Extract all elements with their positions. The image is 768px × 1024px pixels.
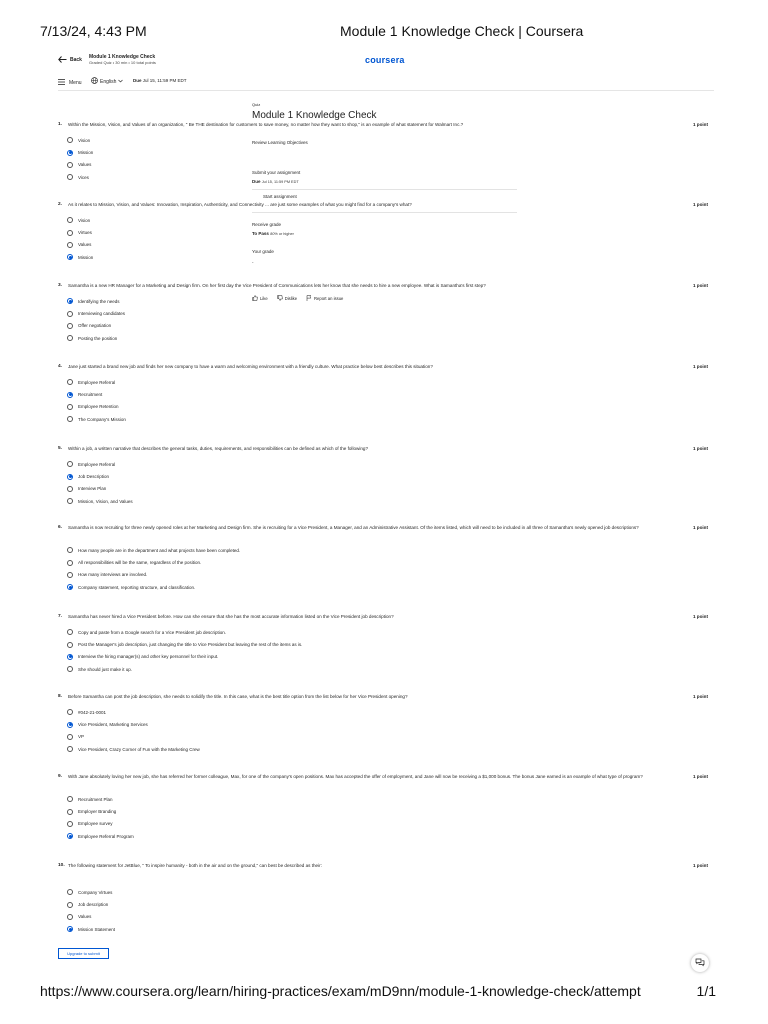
chevron-down-icon xyxy=(118,79,123,85)
option-label: How many people are in the department and what projects have been completed. xyxy=(78,547,241,553)
option-label: Job Description xyxy=(78,474,110,480)
radio-button[interactable] xyxy=(67,926,73,932)
question-number: 3. xyxy=(58,283,63,288)
question-text: With Jane absolutely loving her new job, she has referred her former colleague, Max, for one of the company's open positions. Max has accepted the offer of employment, and Jane will now be receiving a $1,000 bonus. The bonus Jane earned is an example of what type of program? xyxy=(68,774,643,779)
question-text: Within the Mission, Vision, and Values of an organization, " Be THE destination for customers to save money, no matter how they want to shop," is an example of what statement for Walmart Inc.? xyxy=(68,122,464,127)
option-label: Employee Referral xyxy=(78,461,116,467)
radio-button[interactable] xyxy=(67,572,73,578)
breadcrumb xyxy=(89,54,156,66)
to-pass xyxy=(252,231,517,236)
radio-button[interactable] xyxy=(67,254,73,260)
question-number: 4. xyxy=(58,364,63,369)
radio-button[interactable] xyxy=(67,392,73,398)
option-label: Employee survey xyxy=(78,821,113,827)
breadcrumb-title: Module 1 Knowledge Check xyxy=(89,54,156,60)
question-points: 1 point xyxy=(692,694,708,699)
answer-options xyxy=(67,626,302,676)
side-divider xyxy=(252,189,517,190)
review-objectives-link[interactable]: Review Learning Objectives xyxy=(252,140,308,145)
option-label: Values xyxy=(78,162,92,168)
answer-option[interactable] xyxy=(67,581,240,593)
grade-value: - xyxy=(252,260,254,265)
radio-button[interactable] xyxy=(67,498,73,504)
option-label: Company Virtues xyxy=(78,889,113,895)
answer-options xyxy=(67,706,200,756)
answer-option[interactable] xyxy=(67,495,133,507)
radio-button[interactable] xyxy=(67,902,73,908)
option-label: Employer Branding xyxy=(78,809,117,815)
question-text: Samantha has never hired a Vice President before. How can she ensure that she has the most accurate information listed on the Vice President job description? xyxy=(68,614,394,619)
option-label: Values xyxy=(78,242,92,248)
question-number: 7. xyxy=(58,614,63,619)
option-label: #042-21-0001 xyxy=(78,709,107,715)
breadcrumb-subtitle: Graded Quiz • 30 min • 10 total points xyxy=(89,60,156,65)
option-label: Employee Referral Program xyxy=(78,833,134,839)
thumbs-down-icon xyxy=(277,295,283,302)
globe-icon xyxy=(91,77,98,86)
radio-button[interactable] xyxy=(67,335,73,341)
radio-button[interactable] xyxy=(67,547,73,553)
due-label: Due xyxy=(133,78,142,83)
answer-option[interactable] xyxy=(67,146,93,158)
answer-option[interactable] xyxy=(67,886,115,898)
due-date xyxy=(133,78,186,83)
answer-option[interactable] xyxy=(67,544,240,556)
radio-button[interactable] xyxy=(67,709,73,715)
back-button[interactable] xyxy=(58,56,82,63)
answer-option[interactable] xyxy=(67,569,240,581)
answer-option[interactable] xyxy=(67,307,125,319)
question-text: Before Samantha can post the job description, she needs to solidify the title. In this case, what is the best title option from the list below for her Vice President opening? xyxy=(68,694,408,699)
menu-bar xyxy=(58,76,714,91)
radio-button[interactable] xyxy=(67,796,73,802)
option-label: VP xyxy=(78,734,85,740)
answer-option[interactable] xyxy=(67,805,134,817)
chat-icon xyxy=(695,954,705,972)
radio-button[interactable] xyxy=(67,629,73,635)
radio-button[interactable] xyxy=(67,889,73,895)
option-label: Mission, Vision, and Values xyxy=(78,498,133,504)
radio-button[interactable] xyxy=(67,486,73,492)
radio-button[interactable] xyxy=(67,734,73,740)
side-due-value: Jul 15, 11:59 PM EDT xyxy=(261,180,299,184)
answer-option[interactable] xyxy=(67,483,133,495)
option-label: Interviewing candidates xyxy=(78,311,126,317)
answer-option[interactable] xyxy=(67,332,125,344)
question-number: 1. xyxy=(58,122,63,127)
option-label: Vice President, Marketing Services xyxy=(78,722,148,728)
radio-button[interactable] xyxy=(67,150,73,156)
answer-option[interactable] xyxy=(67,718,200,730)
answer-options xyxy=(67,793,134,843)
radio-button[interactable] xyxy=(67,833,73,839)
answer-option[interactable] xyxy=(67,793,134,805)
option-label: Vice President, Crazy Corner of Fun with the Marketing Crew xyxy=(78,746,200,752)
back-label: Back xyxy=(70,56,82,63)
answer-option[interactable] xyxy=(67,388,126,400)
flag-icon xyxy=(306,295,312,302)
radio-button[interactable] xyxy=(67,474,73,480)
answer-option[interactable] xyxy=(67,911,115,923)
option-label: How many interviews are involved. xyxy=(78,572,148,578)
your-grade-heading: Your grade xyxy=(252,249,274,254)
radio-button[interactable] xyxy=(67,217,73,223)
answer-options xyxy=(67,544,240,594)
question-points: 1 point xyxy=(692,774,708,779)
option-label: Interview the hiring manager(s) and other key personnel for their input. xyxy=(78,654,219,660)
answer-option[interactable] xyxy=(67,320,125,332)
radio-button[interactable] xyxy=(67,298,73,304)
answer-option[interactable] xyxy=(67,898,115,910)
side-due xyxy=(252,179,517,184)
radio-button[interactable] xyxy=(67,642,73,648)
option-label: Vices xyxy=(78,174,89,180)
top-bar xyxy=(58,54,714,70)
print-datetime: 7/13/24, 4:43 PM xyxy=(40,23,147,39)
answer-option[interactable] xyxy=(67,413,126,425)
answer-option[interactable] xyxy=(67,458,133,470)
option-label: Copy and paste from a Google search for a Vice President job description. xyxy=(78,629,226,635)
start-assignment-button[interactable]: Start assignment xyxy=(263,194,297,199)
option-label: Mission xyxy=(78,150,94,156)
answer-option[interactable] xyxy=(67,226,93,238)
question-text: Samantha is now recruiting for three newly opened roles at her Marketing and Design firm. She is recruiting for a Vice President, a Manager, and an Administrative Assistant. Of the items listed, which will need to be included in all three of Samantha's newly opened job descriptions? xyxy=(68,525,639,530)
question-text: Jane just started a brand new job and finds her new company to have a warm and welcoming environment with a friendly culture. What practice below best describes this situation? xyxy=(68,364,433,369)
option-label: Job description xyxy=(78,902,109,908)
coursera-logo[interactable]: coursera xyxy=(365,55,405,65)
upgrade-to-submit-button[interactable]: Upgrade to submit xyxy=(58,948,109,959)
answer-options xyxy=(67,458,133,508)
option-label: Identifying the needs xyxy=(78,298,120,304)
question-number: 10. xyxy=(58,863,65,868)
menu-button[interactable] xyxy=(58,79,82,87)
answer-option[interactable] xyxy=(67,214,93,226)
print-footer xyxy=(40,983,728,1003)
like-label: Like xyxy=(260,296,268,301)
answer-option[interactable] xyxy=(67,651,302,663)
radio-button[interactable] xyxy=(67,323,73,329)
chat-button[interactable] xyxy=(691,954,709,972)
radio-button[interactable] xyxy=(67,174,73,180)
due-value: Jul 15, 11:59 PM EDT xyxy=(142,78,187,83)
option-label: Offer negotiation xyxy=(78,323,112,329)
menu-label: Menu xyxy=(69,80,82,86)
radio-button[interactable] xyxy=(67,404,73,410)
thumbs-up-icon xyxy=(252,295,258,302)
print-page-title: Module 1 Knowledge Check | Coursera xyxy=(340,23,584,39)
answer-option[interactable] xyxy=(67,830,134,842)
answer-options xyxy=(67,295,125,345)
option-label: She should just make it up. xyxy=(78,666,133,672)
side-divider-2 xyxy=(252,212,517,213)
answer-option[interactable] xyxy=(67,706,200,718)
radio-button[interactable] xyxy=(67,746,73,752)
question-points: 1 point xyxy=(692,283,708,288)
question-points: 1 point xyxy=(692,525,708,530)
radio-button[interactable] xyxy=(67,584,73,590)
to-pass-value: 80% or higher xyxy=(270,232,294,236)
radio-button[interactable] xyxy=(67,821,73,827)
radio-button[interactable] xyxy=(67,914,73,920)
option-label: Vision xyxy=(78,137,91,143)
answer-option[interactable] xyxy=(67,295,125,307)
answer-option[interactable] xyxy=(67,638,302,650)
option-label: Posting the position xyxy=(78,335,118,341)
option-label: Employee Retention xyxy=(78,404,119,410)
submit-heading: Submit your assignment xyxy=(252,170,301,175)
language-label: English xyxy=(100,78,117,85)
answer-option[interactable] xyxy=(67,171,93,183)
radio-button[interactable] xyxy=(67,162,73,168)
option-label: Values xyxy=(78,914,92,920)
radio-button[interactable] xyxy=(67,461,73,467)
report-issue-label: Report an issue xyxy=(314,296,344,301)
radio-button[interactable] xyxy=(67,137,73,143)
question-points: 1 point xyxy=(692,122,708,127)
question-points: 1 point xyxy=(692,202,708,207)
option-label: Virtues xyxy=(78,230,92,236)
radio-button[interactable] xyxy=(67,809,73,815)
answer-option[interactable] xyxy=(67,470,133,482)
answer-option[interactable] xyxy=(67,251,93,263)
report-issue-button[interactable] xyxy=(306,295,343,302)
print-url: https://www.coursera.org/learn/hiring-practices/exam/mD9nn/module-1-knowledge-check/attempt xyxy=(40,983,641,999)
question-number: 6. xyxy=(58,525,63,530)
print-page-number: 1/1 xyxy=(696,983,716,999)
answer-option[interactable] xyxy=(67,923,115,935)
quiz-label: Quiz xyxy=(252,102,261,107)
hamburger-icon xyxy=(58,79,65,87)
answer-option[interactable] xyxy=(67,818,134,830)
answer-option[interactable] xyxy=(67,239,93,251)
answer-option[interactable] xyxy=(67,556,240,568)
dislike-label: Dislike xyxy=(284,296,298,301)
answer-option[interactable] xyxy=(67,134,93,146)
question-points: 1 point xyxy=(692,364,708,369)
answer-option[interactable] xyxy=(67,743,200,755)
question-points: 1 point xyxy=(692,446,708,451)
radio-button[interactable] xyxy=(67,654,73,660)
question-text: Samantha is a new HR Manager for a Marketing and Design firm. On her first day the Vice President of Communications lets her know that she needs to hire a new employee. What is Samantha's first step? xyxy=(68,283,486,288)
answer-option[interactable] xyxy=(67,731,200,743)
option-label: Mission Statement xyxy=(78,926,116,932)
side-due-label: Due xyxy=(252,179,261,184)
dislike-button[interactable] xyxy=(277,295,297,302)
radio-button[interactable] xyxy=(67,311,73,317)
like-button[interactable] xyxy=(252,295,268,302)
question-number: 8. xyxy=(58,694,63,699)
receive-grade-heading: Receive grade xyxy=(252,222,282,227)
print-header xyxy=(40,23,728,43)
option-label: Vision xyxy=(78,217,91,223)
answer-option[interactable] xyxy=(67,376,126,388)
answer-options xyxy=(67,214,93,264)
radio-button[interactable] xyxy=(67,722,73,728)
option-label: Mission xyxy=(78,254,94,260)
to-pass-label: To Pass xyxy=(252,231,269,236)
answer-option[interactable] xyxy=(67,663,302,675)
back-arrow-icon xyxy=(58,56,67,63)
question-text: The following statement for JetBlue, " To inspire humanity - both in the air and on the ground," can best be described as their: xyxy=(68,863,322,868)
question-number: 9. xyxy=(58,774,63,779)
option-label: All responsibilities will be the same, regardless of the position. xyxy=(78,560,202,566)
option-label: Company statement, reporting structure, and classification. xyxy=(78,584,196,590)
option-label: Recruitment Plan xyxy=(78,796,113,802)
option-label: Recruitment xyxy=(78,392,103,398)
page-title: Module 1 Knowledge Check xyxy=(252,110,377,121)
answer-option[interactable] xyxy=(67,401,126,413)
option-label: Employee Referral xyxy=(78,379,116,385)
radio-button[interactable] xyxy=(67,666,73,672)
answer-options xyxy=(67,886,115,936)
option-label: Interview Plan xyxy=(78,486,107,492)
radio-button[interactable] xyxy=(67,416,73,422)
language-selector[interactable] xyxy=(91,77,123,86)
question-text: Within a job, a written narrative that describes the general tasks, duties, requirements, and responsibilities can be defined as which of the following? xyxy=(68,446,369,451)
answer-options xyxy=(67,376,126,426)
question-number: 5. xyxy=(58,446,63,451)
radio-button[interactable] xyxy=(67,230,73,236)
answer-options xyxy=(67,134,93,184)
feedback-actions xyxy=(252,295,343,302)
radio-button[interactable] xyxy=(67,242,73,248)
question-text: As it relates to Mission, Vision, and Values: Innovation, Inspiration, Authenticity, and Connectivity ... are just some examples of what you might find for a company's what? xyxy=(68,202,412,207)
question-number: 2. xyxy=(58,202,63,207)
answer-option[interactable] xyxy=(67,626,302,638)
option-label: Post the Manager's job description, just changing the title to Vice President but leaving the rest of the items as is. xyxy=(78,642,303,648)
radio-button[interactable] xyxy=(67,560,73,566)
question-points: 1 point xyxy=(692,863,708,868)
radio-button[interactable] xyxy=(67,379,73,385)
option-label: The Company's Mission xyxy=(78,416,126,422)
question-points: 1 point xyxy=(692,614,708,619)
answer-option[interactable] xyxy=(67,159,93,171)
